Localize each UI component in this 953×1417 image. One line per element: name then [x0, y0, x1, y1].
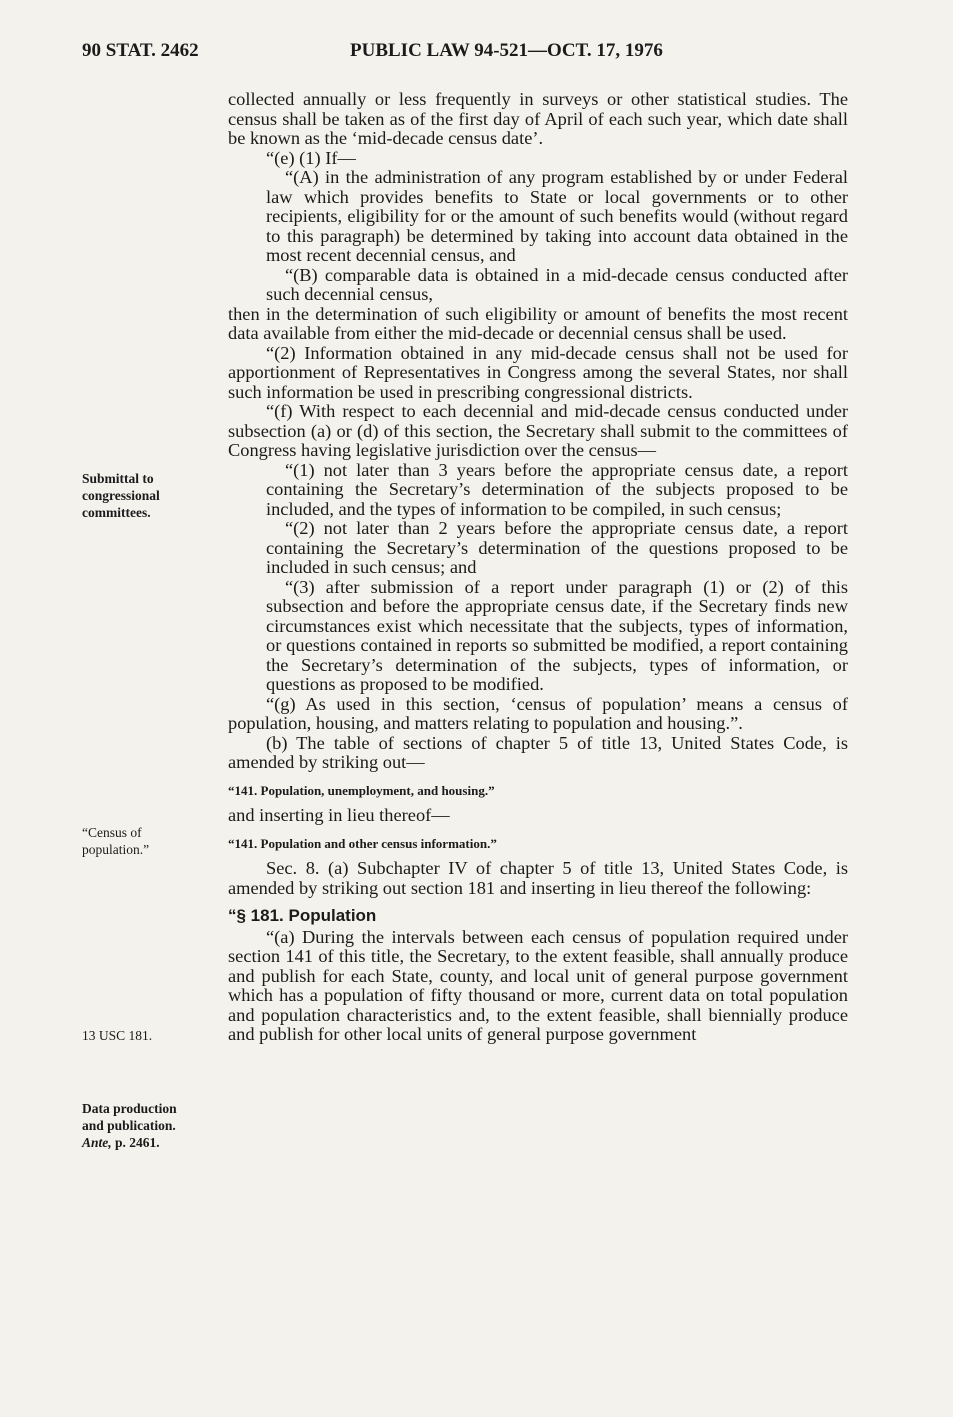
table-entry-old: “141. Population, unemployment, and housing.”	[228, 782, 495, 798]
margin-note-line: Data production	[82, 1101, 177, 1116]
margin-note-line: congressional	[82, 488, 160, 503]
paragraph: “(A) in the administration of any program established by or under Federal law which provides benefits to State or local governments or to other recipients, eligibility for or the amount of such benefits would (without regard to this paragraph) be determined by taking into account data obtained in the most recent decennial census, and	[266, 167, 848, 265]
paragraph: “(B) comparable data is obtained in a mid-decade census conducted after such decennial census,	[266, 264, 848, 304]
section-heading: “§ 181. Population	[228, 906, 377, 925]
paragraph: “(2) Information obtained in any mid-decade census shall not be used for apportionment of Representatives in Congress among the several States, nor shall such information be used in prescribing congressional districts.	[228, 342, 848, 402]
paragraph: “(2) not later than 2 years before the appropriate census date, a report containing the Secretary’s determination of the questions proposed to be included in such census; and	[266, 518, 848, 577]
margin-note-usc	[82, 1027, 202, 1044]
stat-page-number: 90 STAT. 2462	[82, 40, 199, 61]
page-header	[82, 40, 847, 68]
paragraph: and inserting in lieu thereof—	[228, 805, 450, 825]
document-body	[228, 90, 848, 1045]
margin-note-line: 13 USC 181.	[82, 1028, 153, 1043]
margin-note-line: Submittal to	[82, 471, 154, 486]
paragraph: Sec. 8. (a) Subchapter IV of chapter 5 of title 13, United States Code, is amended by striking out section 181 and inserting in lieu thereof the following:	[228, 858, 848, 898]
margin-note-ante	[82, 1134, 202, 1151]
margin-note-census-definition	[82, 824, 202, 858]
ante-page: p. 2461.	[111, 1135, 160, 1150]
paragraph: “(e) (1) If—	[266, 147, 356, 168]
margin-note-data-production	[82, 1100, 202, 1151]
paragraph: “(a) During the intervals between each census of population required under section 141 of this title, the Secretary, to the extent feasible, shall annually produce and publish for each State, county, and local unit of general purpose government which has a population of fifty thousand or more, current data on total population and population characteristics and, to the extent feasible, shall biennially produce and publish for other local units of general purpose government	[228, 926, 848, 1044]
table-entry-new: “141. Population and other census information.”	[228, 835, 497, 851]
margin-note-line: population.”	[82, 842, 150, 857]
paragraph: “(3) after submission of a report under paragraph (1) or (2) of this subsection and before the appropriate census date, if the Secretary finds new circumstances exist which necessitate that the subjects, types of information, or questions contained in reports so submitted be modified, a report containing the Secretary’s determination of the subjects, types of information, or questions as proposed to be modified.	[266, 576, 848, 694]
paragraph: “(g) As used in this section, ‘census of population’ means a census of population, housing, and matters relating to population and housing.”.	[228, 693, 848, 733]
margin-note-line: “Census of	[82, 825, 142, 840]
paragraph: then in the determination of such eligibility or amount of benefits the most recent data available from either the mid-decade or decennial census shall be used.	[228, 303, 848, 343]
ante-italic: Ante,	[82, 1135, 112, 1150]
paragraph: (b) The table of sections of chapter 5 of title 13, United States Code, is amended by striking out—	[228, 732, 848, 772]
margin-note-line: and publication.	[82, 1118, 176, 1133]
paragraph: “(f) With respect to each decennial and mid-decade census conducted under subsection (a) or (d) of this section, the Secretary shall submit to the committees of Congress having legislative jurisdiction over the census—	[228, 401, 848, 460]
margin-note-line: committees.	[82, 505, 151, 520]
paragraph: collected annually or less frequently in surveys or other statistical studies. The census shall be taken as of the first day of April of each such year, which date shall be known as the ‘mid-decade census date’.	[228, 89, 848, 148]
margin-note-submittal	[82, 470, 202, 521]
paragraph: “(1) not later than 3 years before the appropriate census date, a report containing the Secretary’s determination of the subjects proposed to be included, and the types of information to be compiled, in such census;	[266, 459, 848, 519]
public-law-title: PUBLIC LAW 94-521—OCT. 17, 1976	[350, 40, 663, 61]
